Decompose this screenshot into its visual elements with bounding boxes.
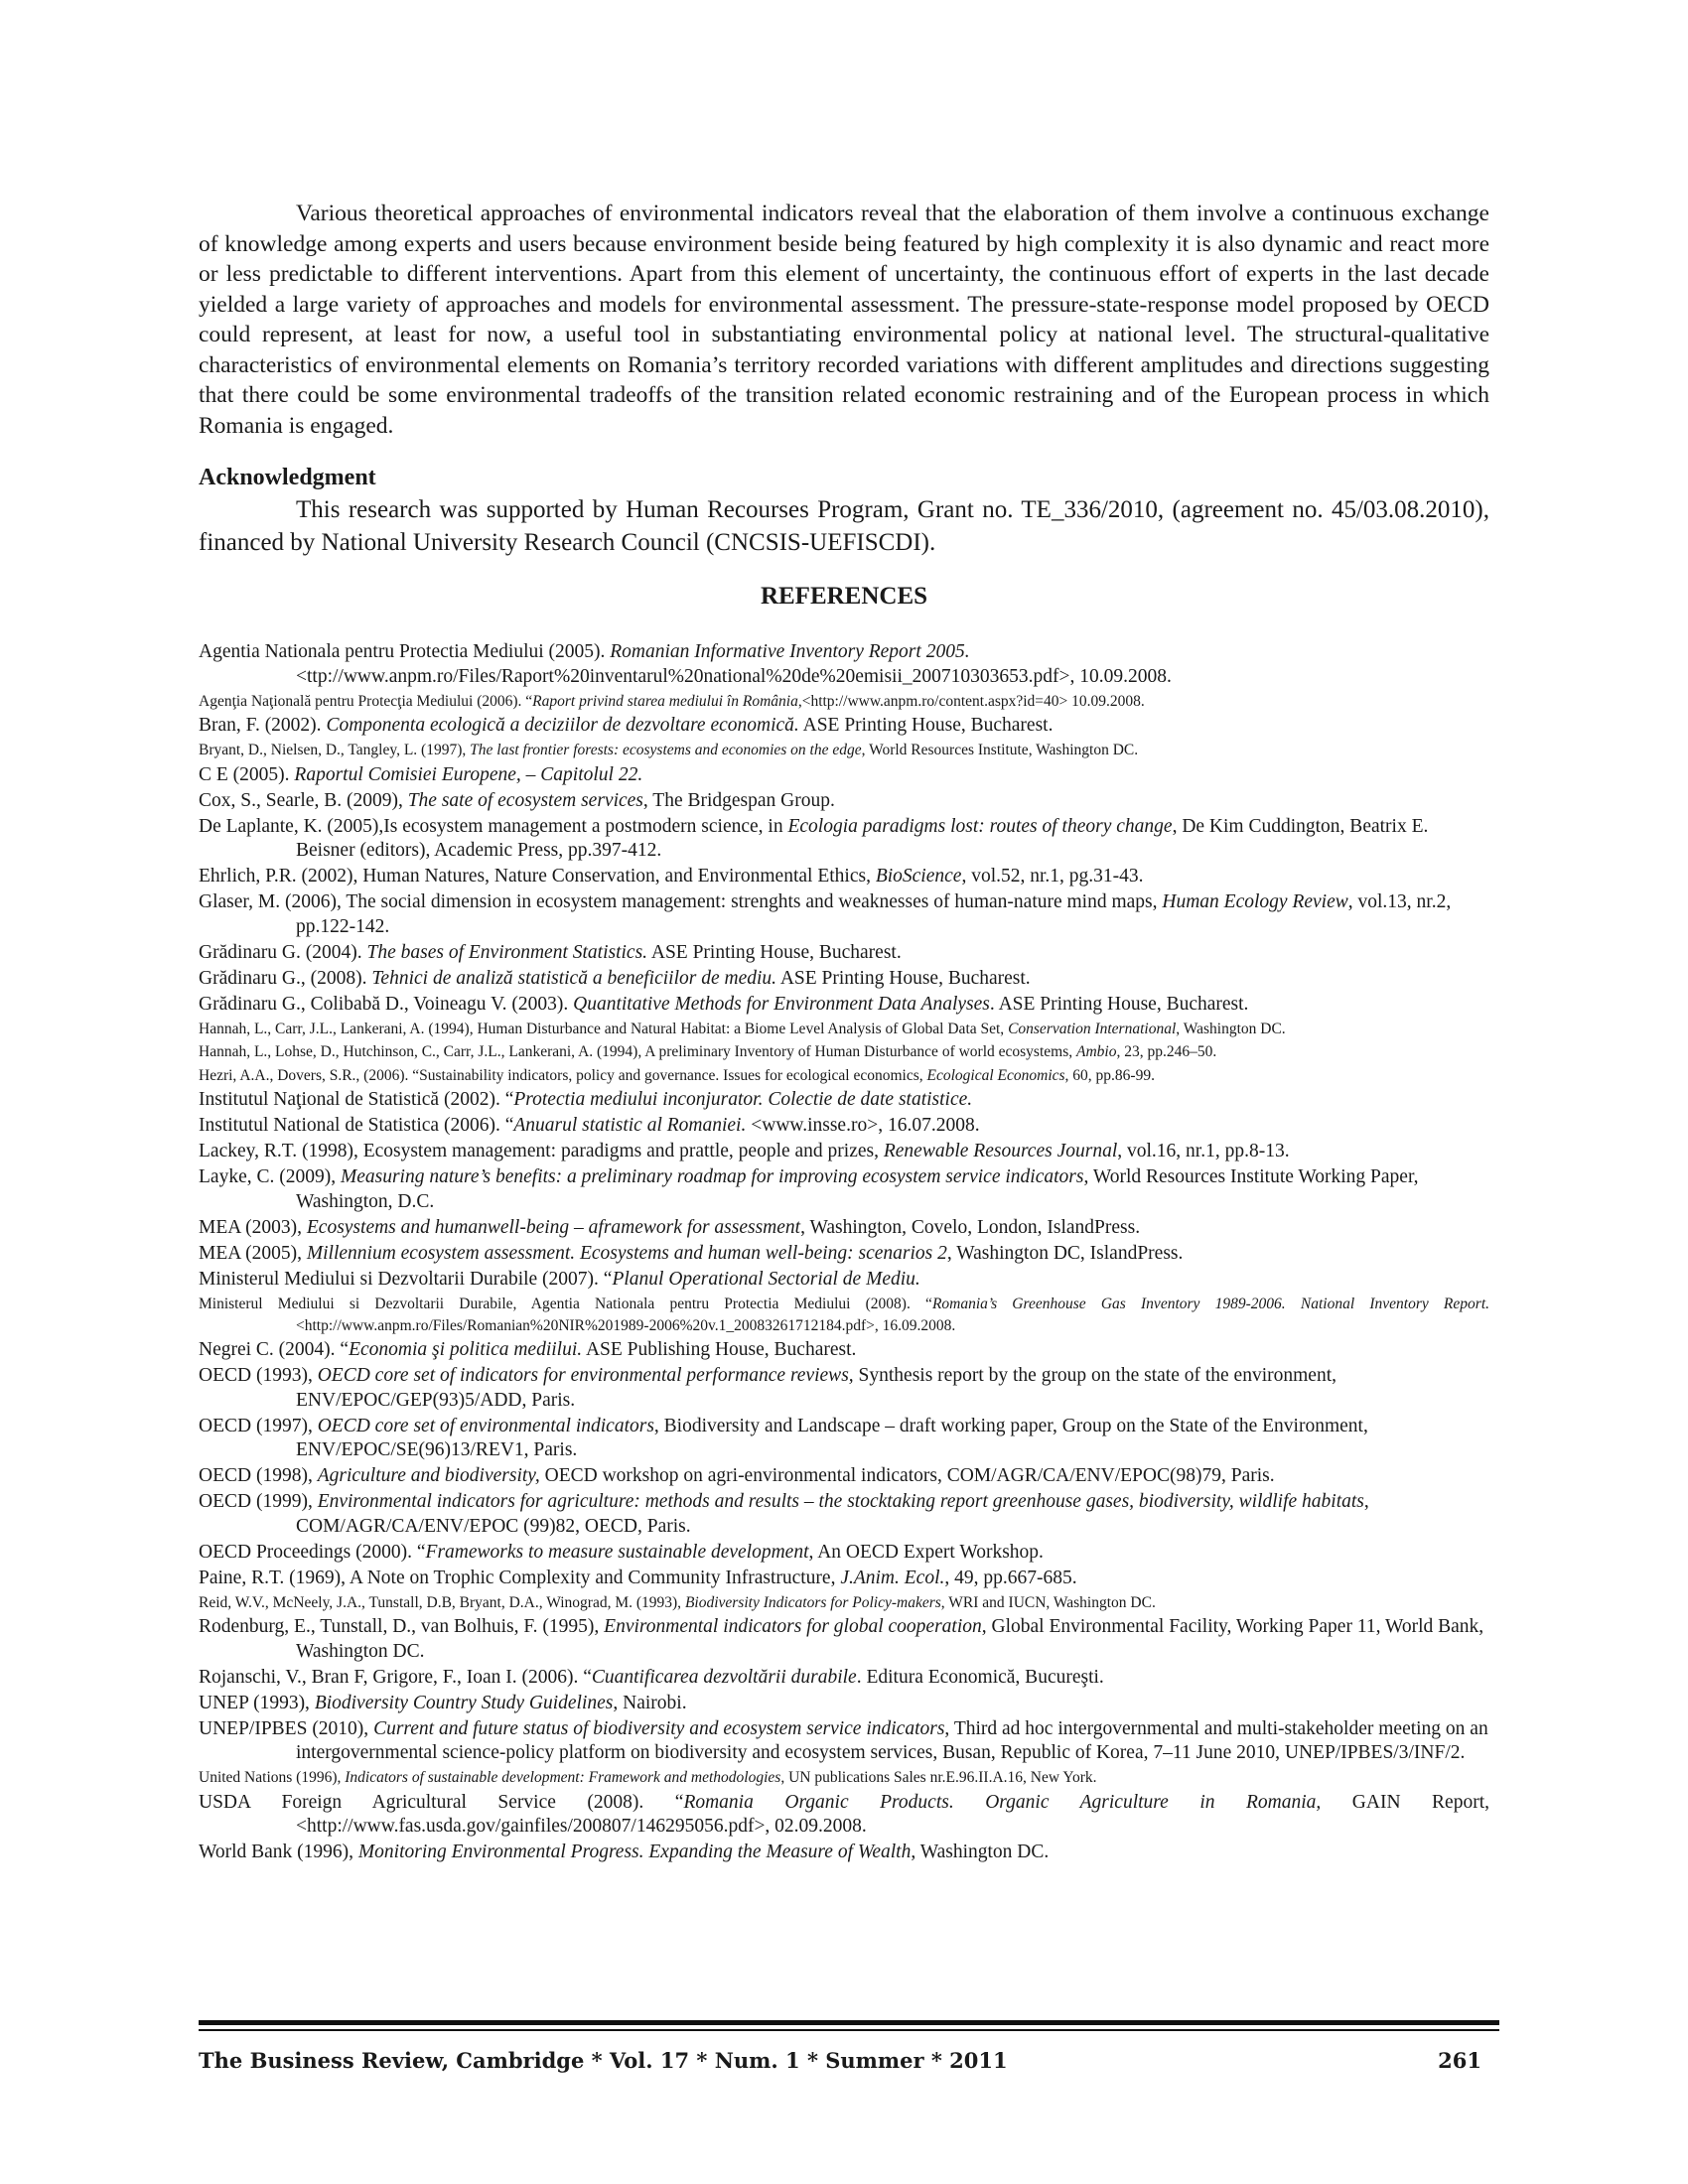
reference-text: , WRI and IUCN, Washington DC.	[940, 1593, 1156, 1611]
reference-item	[199, 640, 1489, 689]
reference-text: , vol.13, nr.2, pp.122-142.	[296, 891, 1452, 937]
reference-title: Environmental indicators for agriculture: methods and results – the stocktaking report greenhouse gases, biodiversity, wildlife habitats	[317, 1491, 1364, 1512]
reference-text: , vol.52, nr.1, pg.31-43.	[961, 866, 1144, 887]
reference-text: OECD (1999),	[199, 1491, 318, 1512]
reference-text: MEA (2005),	[199, 1242, 307, 1264]
reference-title: OECD core set of environmental indicators	[317, 1415, 654, 1436]
reference-text: MEA (2003),	[199, 1216, 307, 1238]
reference-text: Institutul National de Statistica (2006). “	[199, 1115, 514, 1136]
reference-title: Ecologia paradigms lost: routes of theory change	[787, 815, 1173, 837]
reference-title: Cuantificarea dezvoltării durabile	[591, 1666, 857, 1688]
reference-text: , Biodiversity and Landscape – draft working paper, Group on the State of the Environment, ENV/EPOC/SE(96)13/REV1, Paris.	[296, 1415, 1368, 1460]
conclusion-paragraph: Various theoretical approaches of environmental indicators reveal that the elaboration of them involve a continuous exchange of knowledge among experts and users because environment beside being featured by high complexity it is also dynamic and react more or less predictable to different interventions. Apart from this element of uncertainty, the continuous effort of experts in the last decade yielded a large variety of approaches and models for environmental assessment. The pressure-state-response model proposed by OECD could represent, at least for now, a useful tool in substantiating environmental policy at national level. The structural-qualitative characteristics of environmental elements on Romania’s territory recorded variations with different amplitudes and directions suggesting that there could be some environmental tradeoffs of the transition related economic restraining and of the European process in which Romania is engaged.	[199, 201, 1489, 439]
reference-title: The bases of Environment Statistics.	[366, 941, 648, 963]
reference-text: . Editura Economică, Bucureşti.	[856, 1666, 1104, 1688]
reference-title: Componenta ecologică a deciziilor de dezvoltare economică.	[326, 715, 799, 736]
reference-text: Cox, S., Searle, B. (2009),	[199, 789, 408, 811]
reference-item	[199, 1490, 1489, 1539]
reference-item	[199, 1541, 1489, 1566]
reference-text: Agentia Nationala pentru Protectia Mediului (2005).	[199, 641, 611, 662]
reference-title: The last frontier forests: ecosystems and economies on the edge	[470, 742, 862, 758]
reference-title: BioScience	[875, 866, 962, 887]
reference-text: Grădinaru G., (2008).	[199, 967, 372, 989]
reference-title: Environmental indicators for global cooperation	[604, 1616, 982, 1637]
reference-title: Conservation International	[1008, 1020, 1177, 1037]
reference-text: GAIN Report, <http://www.fas.usda.gov/gainfiles/200807/146295056.pdf>, 02.09.2008.	[296, 1791, 1490, 1837]
reference-text: UNEP/IPBES (2010),	[199, 1717, 374, 1739]
reference-text: , An OECD Expert Workshop.	[808, 1541, 1044, 1563]
reference-text: OECD (1997),	[199, 1415, 318, 1436]
reference-text: OECD workshop on agri-environmental indicators, COM/AGR/CA/ENV/EPOC(98)79, Paris.	[539, 1465, 1275, 1486]
reference-title: Ecological Economics	[926, 1066, 1065, 1084]
reference-text: Hannah, L., Lohse, D., Hutchinson, C., Carr, J.L., Lankerani, A. (1994), A preliminary Inventory of Human Disturbance of world ecosystems,	[199, 1043, 1076, 1060]
reference-item	[199, 865, 1489, 889]
reference-title: Indicators of sustainable development: Framework and methodologies	[345, 1769, 781, 1786]
reference-text: , Washington DC, IslandPress.	[946, 1242, 1184, 1264]
reference-text: World Bank (1996),	[199, 1842, 358, 1862]
reference-text: , vol.16, nr.1, pp.8-13.	[1117, 1141, 1290, 1161]
reference-text: , 60, pp.86-99.	[1064, 1066, 1155, 1084]
reference-item	[199, 1242, 1489, 1267]
reference-title: Romania’s Greenhouse Gas Inventory 1989-2006. National Inventory Report.	[931, 1295, 1489, 1312]
reference-text: ASE Printing House, Bucharest.	[798, 715, 1054, 736]
reference-item	[199, 1114, 1489, 1139]
reference-item	[199, 740, 1489, 761]
reference-text: , 23, pp.246–50.	[1116, 1043, 1217, 1060]
reference-text: Glaser, M. (2006), The social dimension in ecosystem management: strenghts and weaknesses of human-nature mind maps,	[199, 891, 1163, 912]
reference-item	[199, 1019, 1489, 1040]
reference-item	[199, 967, 1489, 992]
reference-item	[199, 1592, 1489, 1614]
journal-citation: The Business Review, Cambridge * Vol. 17 * Num. 1 * Summer * 2011	[199, 2048, 1008, 2073]
reference-text: Paine, R.T. (1969), A Note on Trophic Complexity and Community Infrastructure,	[199, 1567, 841, 1588]
reference-title: Measuring nature’s benefits: a preliminary roadmap for improving ecosystem service indicators	[340, 1166, 1084, 1187]
reference-item	[199, 890, 1489, 939]
reference-text: , Third ad hoc intergovernmental and multi-stakeholder meeting on an intergovernmental science-policy platform on biodiversity and ecosystem services, Busan, Republic of Korea, 7–11 June 2010, UNEP/IPBES/3/INF/2.	[296, 1717, 1488, 1763]
reference-title: Raport privind starea mediului în România	[532, 692, 798, 710]
footer-rule-thin	[199, 2029, 1499, 2031]
reference-title: Romanian Informative Inventory Report 2005.	[610, 641, 970, 662]
reference-text: ,<http://www.anpm.ro/content.aspx?id=40> 10.09.2008.	[797, 692, 1145, 710]
reference-text: UNEP (1993),	[199, 1692, 315, 1713]
reference-title: Ecosystems and humanwell-being – aframework for assessment	[306, 1216, 801, 1238]
reference-text: Layke, C. (2009),	[199, 1166, 341, 1187]
reference-title: The sate of ecosystem services	[407, 789, 643, 811]
reference-title: J.Anim. Ecol.	[840, 1567, 945, 1588]
reference-item	[199, 1364, 1489, 1413]
reference-text: , UN publications Sales nr.E.96.II.A.16, New York.	[780, 1769, 1097, 1786]
reference-text: , Global Environmental Facility, Working Paper 11, World Bank, Washington DC.	[296, 1616, 1484, 1662]
reference-text: Hezri, A.A., Dovers, S.R., (2006). “Sustainability indicators, policy and governance. Issues for ecological economics,	[199, 1066, 927, 1084]
reference-text: , World Resources Institute, Washington DC.	[861, 742, 1139, 758]
reference-item	[199, 1464, 1489, 1489]
reference-text: Hannah, L., Carr, J.L., Lankerani, A. (1994), Human Disturbance and Natural Habitat: a Biome Level Analysis of Global Data Set,	[199, 1020, 1009, 1037]
reference-item	[199, 1615, 1489, 1664]
reference-text: Institutul Naţional de Statistică (2002). “	[199, 1089, 514, 1110]
reference-title: Protectia mediului inconjurator. Colectie de date statistice.	[513, 1089, 973, 1110]
reference-item	[199, 815, 1489, 864]
reference-text: , COM/AGR/CA/ENV/EPOC (99)82, OECD, Paris.	[296, 1491, 1369, 1537]
reference-item	[199, 691, 1489, 713]
reference-text: Ministerul Mediului si Dezvoltarii Durabile (2007). “	[199, 1268, 613, 1290]
reference-item	[199, 1841, 1489, 1865]
reference-text: , Washington DC.	[911, 1842, 1050, 1862]
reference-text: OECD (1993),	[199, 1365, 318, 1386]
reference-text: <ttp://www.anpm.ro/Files/Raport%20inventarul%20national%20de%20emisii_200710303653.pdf>, 10.09.2008.	[296, 665, 1172, 687]
acknowledgment-heading: Acknowledgment	[199, 465, 376, 490]
reference-item	[199, 1717, 1489, 1766]
reference-text: , The Bridgespan Group.	[642, 789, 835, 811]
reference-item	[199, 1767, 1489, 1789]
reference-item	[199, 1065, 1489, 1087]
reference-title: Monitoring Environmental Progress. Expanding the Measure of Wealth	[357, 1842, 912, 1862]
reference-item	[199, 1140, 1489, 1164]
reference-title: Romania Organic Products. Organic Agriculture in Romania,	[683, 1791, 1322, 1813]
page-footer	[199, 2020, 1499, 2110]
reference-title: Ambio	[1075, 1043, 1117, 1060]
reference-text: ASE Printing House, Bucharest.	[776, 967, 1031, 989]
reference-text: Grădinaru G., Colibabă D., Voineagu V. (2003).	[199, 993, 574, 1015]
reference-item	[199, 1268, 1489, 1293]
reference-title: Economia şi politica mediilui.	[349, 1339, 583, 1360]
reference-text: USDA Foreign Agricultural Service (2008). “	[199, 1791, 684, 1813]
reference-text: OECD Proceedings (2000). “	[199, 1541, 426, 1563]
reference-item	[199, 1791, 1489, 1840]
page-number: 261	[1438, 2048, 1481, 2073]
reference-text: Grădinaru G. (2004).	[199, 941, 367, 963]
reference-text: , 49, pp.667-685.	[944, 1567, 1077, 1588]
reference-title: Raportul Comisiei Europene, – Capitolul 22.	[294, 763, 643, 785]
reference-item	[199, 1041, 1489, 1063]
reference-item	[199, 1692, 1489, 1716]
reference-text: ASE Publishing House, Bucharest.	[582, 1339, 857, 1360]
reference-title: OECD core set of indicators for environmental performance reviews,	[317, 1365, 854, 1386]
reference-title: Tehnici de analiză statistică a beneficiilor de mediu.	[371, 967, 777, 989]
reference-text: , De Kim Cuddington, Beatrix E. Beisner (editors), Academic Press, pp.397-412.	[296, 815, 1429, 861]
reference-title: Biodiversity Indicators for Policy-makers	[684, 1593, 941, 1611]
reference-text: . ASE Printing House, Bucharest.	[989, 993, 1249, 1015]
reference-item	[199, 993, 1489, 1018]
reference-text: Rodenburg, E., Tunstall, D., van Bolhuis, F. (1995),	[199, 1616, 605, 1637]
page-content	[199, 199, 1489, 1866]
reference-title: Biodiversity Country Study Guidelines	[314, 1692, 614, 1713]
references-heading: REFERENCES	[760, 583, 928, 610]
reference-text: ASE Printing House, Bucharest.	[647, 941, 902, 963]
references-list	[199, 640, 1489, 1865]
reference-text: De Laplante, K. (2005),Is ecosystem management a postmodern science, in	[199, 815, 788, 837]
reference-text: Synthesis report by the group on the state of the environment, ENV/EPOC/GEP(93)5/ADD, Paris.	[296, 1365, 1336, 1411]
reference-item	[199, 1294, 1489, 1337]
reference-item	[199, 714, 1489, 739]
reference-item	[199, 763, 1489, 788]
reference-item	[199, 1415, 1489, 1463]
reference-text: Bran, F. (2002).	[199, 715, 327, 736]
reference-text: <www.insse.ro>, 16.07.2008.	[746, 1115, 980, 1136]
reference-title: Planul Operational Sectorial de Mediu.	[612, 1268, 920, 1290]
reference-title: Frameworks to measure sustainable development	[425, 1541, 809, 1563]
reference-item	[199, 1666, 1489, 1691]
reference-text: C E (2005).	[199, 763, 295, 785]
reference-title: Renewable Resources Journal	[883, 1141, 1118, 1161]
reference-item	[199, 1088, 1489, 1113]
reference-item	[199, 1567, 1489, 1591]
reference-title: Current and future status of biodiversity and ecosystem service indicators	[373, 1717, 945, 1739]
reference-text: United Nations (1996),	[199, 1769, 346, 1786]
footer-rule-thick	[199, 2020, 1499, 2025]
reference-text: Bryant, D., Nielsen, D., Tangley, L. (1997),	[199, 742, 471, 758]
reference-text: Reid, W.V., McNeely, J.A., Tunstall, D.B, Bryant, D.A., Winograd, M. (1993),	[199, 1593, 685, 1611]
reference-text: Agenţia Naţională pentru Protecţia Mediului (2006). “	[199, 692, 533, 710]
reference-title: Quantitative Methods for Environment Data Analyses	[573, 993, 990, 1015]
reference-text: , Nairobi.	[613, 1692, 687, 1713]
reference-item	[199, 1216, 1489, 1241]
reference-text: Negrei C. (2004). “	[199, 1339, 350, 1360]
reference-title: Anuarul statistic al Romaniei.	[513, 1115, 747, 1136]
reference-title: Millennium ecosystem assessment. Ecosystems and human well-being: scenarios 2	[306, 1242, 947, 1264]
reference-text: , World Resources Institute Working Paper, Washington, D.C.	[296, 1166, 1419, 1212]
reference-item	[199, 789, 1489, 814]
reference-item	[199, 1165, 1489, 1214]
acknowledgment-text: This research was supported by Human Recourses Program, Grant no. TE_336/2010, (agreement no. 45/03.08.2010), financed by National University Research Council (CNCSIS-UEFISCDI).	[199, 496, 1489, 556]
reference-text: , Washington, Covelo, London, IslandPress.	[800, 1216, 1141, 1238]
reference-title: Human Ecology Review	[1162, 891, 1348, 912]
reference-title: Agriculture and biodiversity,	[317, 1465, 540, 1486]
reference-text: Ehrlich, P.R. (2002), Human Natures, Nature Conservation, and Environmental Ethics,	[199, 866, 876, 887]
reference-item	[199, 941, 1489, 966]
reference-text: OECD (1998),	[199, 1465, 318, 1486]
reference-text: Rojanschi, V., Bran F, Grigore, F., Ioan I. (2006). “	[199, 1666, 592, 1688]
reference-text: <http://www.anpm.ro/Files/Romanian%20NIR%201989-2006%20v.1_20083261712184.pdf>, 16.09.2008.	[296, 1316, 956, 1334]
reference-text: Lackey, R.T. (1998), Ecosystem management: paradigms and prattle, people and prizes,	[199, 1141, 884, 1161]
reference-text: , Washington DC.	[1176, 1020, 1286, 1037]
reference-text: Ministerul Mediului si Dezvoltarii Durabile, Agentia Nationala pentru Protectia Mediului (2008). “	[199, 1295, 932, 1312]
reference-item	[199, 1338, 1489, 1363]
